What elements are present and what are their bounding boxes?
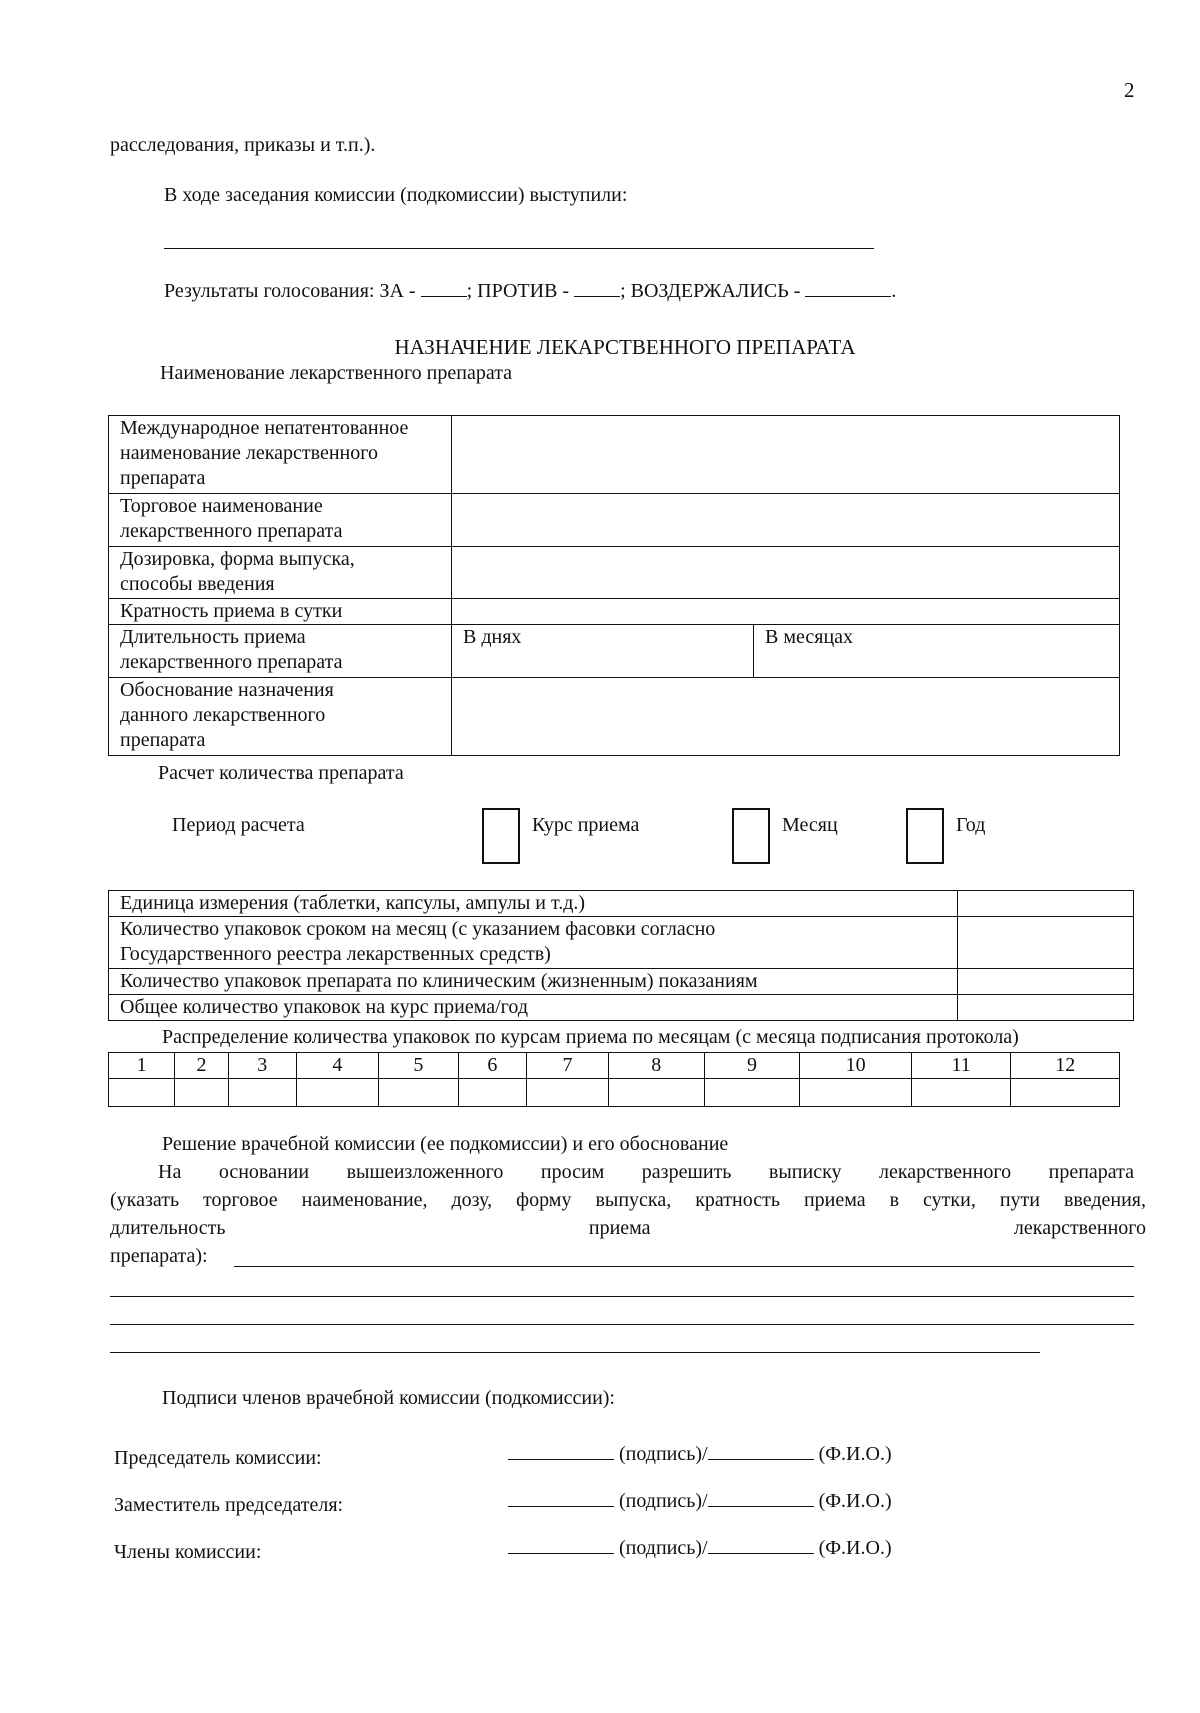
qty-row-monthly: Количество упаковок сроком на месяц (с указанием фасовки согласно Государственного реестра лекарственных средств)	[109, 917, 958, 969]
month-value-cell[interactable]	[378, 1079, 458, 1107]
month-option-label: Месяц	[782, 814, 838, 836]
justification-value-cell[interactable]	[452, 678, 1120, 756]
month-header-cell: 1	[109, 1053, 175, 1079]
chair-signature-field[interactable]	[508, 1443, 614, 1460]
qty-row-unit: Единица измерения (таблетки, капсулы, ампулы и т.д.)	[109, 891, 958, 917]
drug-table-row-dosage: Дозировка, форма выпуска, способы введения	[109, 547, 452, 599]
votes-against-field[interactable]	[574, 280, 620, 297]
month-value-cell[interactable]	[527, 1079, 609, 1107]
speakers-line[interactable]	[164, 248, 874, 249]
trade-name-value-cell[interactable]	[452, 494, 1120, 547]
voting-label: Результаты голосования: ЗА -	[164, 280, 416, 302]
drug-table-row-trade-name: Торговое наименование лекарственного препарата	[109, 494, 452, 547]
dosage-value-cell[interactable]	[452, 547, 1120, 599]
month-header-cell: 8	[608, 1053, 704, 1079]
chair-sign-label: (подпись)/	[619, 1443, 708, 1465]
quantity-table	[108, 890, 1134, 1021]
month-value-cell[interactable]	[458, 1079, 526, 1107]
month-value-cell[interactable]	[800, 1079, 911, 1107]
members-signature-row	[508, 1537, 892, 1560]
decision-input-line-2[interactable]	[110, 1296, 1134, 1297]
qty-unit-value-cell[interactable]	[958, 891, 1134, 917]
month-header-cell: 3	[228, 1053, 296, 1079]
drug-table-row-justification: Обоснование назначения данного лекарственного препарата	[109, 678, 452, 756]
deputy-signature-row	[508, 1490, 892, 1513]
decision-line-1: На основании вышеизложенного просим разрешить выписку лекарственного препарата	[158, 1161, 1134, 1183]
qty-clinical-value-cell[interactable]	[958, 969, 1134, 995]
section-title: НАЗНАЧЕНИЕ ЛЕКАРСТВЕННОГО ПРЕПАРАТА	[394, 335, 856, 359]
month-header-cell: 9	[704, 1053, 800, 1079]
month-value-cell[interactable]	[608, 1079, 704, 1107]
duration-months-cell[interactable]: В месяцах	[754, 625, 1120, 678]
members-fio-label: (Ф.И.О.)	[818, 1537, 892, 1559]
voting-abstain-label: ; ВОЗДЕРЖАЛИСЬ -	[620, 280, 801, 302]
chair-label: Председатель комиссии:	[114, 1447, 322, 1469]
frequency-value-cell[interactable]	[452, 599, 1120, 625]
speakers-label: В ходе заседания комиссии (подкомиссии) выступили:	[164, 184, 628, 206]
year-option-label: Год	[956, 814, 986, 836]
deputy-label: Заместитель председателя:	[114, 1494, 344, 1516]
deputy-signature-field[interactable]	[508, 1490, 614, 1507]
inn-value-cell[interactable]	[452, 416, 1120, 494]
chair-fio-field[interactable]	[708, 1443, 814, 1460]
signatures-label: Подписи членов врачебной комиссии (подкомиссии):	[162, 1387, 615, 1409]
deputy-fio-label: (Ф.И.О.)	[818, 1490, 892, 1512]
decision-line-3: длительность приема лекарственного	[110, 1217, 1146, 1239]
decision-input-line-3[interactable]	[110, 1324, 1134, 1325]
month-checkbox[interactable]	[732, 808, 770, 864]
month-value-cell[interactable]	[175, 1079, 228, 1107]
period-label: Период расчета	[172, 814, 305, 836]
course-checkbox[interactable]	[482, 808, 520, 864]
month-header-cell: 5	[378, 1053, 458, 1079]
month-header-cell: 12	[1011, 1053, 1120, 1079]
months-table	[108, 1052, 1120, 1107]
deputy-sign-label: (подпись)/	[619, 1490, 708, 1512]
month-value-cell[interactable]	[704, 1079, 800, 1107]
month-value-cell[interactable]	[109, 1079, 175, 1107]
duration-days-cell[interactable]: В днях	[452, 625, 754, 678]
decision-input-line-4[interactable]	[110, 1352, 1040, 1353]
month-header-cell: 10	[800, 1053, 911, 1079]
decision-input-line-1[interactable]	[234, 1266, 1134, 1267]
month-header-cell: 2	[175, 1053, 228, 1079]
month-value-cell[interactable]	[1011, 1079, 1120, 1107]
drug-table-row-duration: Длительность приема лекарственного препарата	[109, 625, 452, 678]
month-header-cell: 4	[296, 1053, 378, 1079]
voting-against-label: ; ПРОТИВ -	[466, 280, 570, 302]
month-header-cell: 11	[911, 1053, 1011, 1079]
votes-abstain-field[interactable]	[805, 280, 891, 297]
month-header-cell: 7	[527, 1053, 609, 1079]
qty-monthly-value-cell[interactable]	[958, 917, 1134, 969]
chair-signature-row	[508, 1443, 892, 1466]
decision-line-4: препарата):	[110, 1245, 208, 1267]
qty-row-clinical: Количество упаковок препарата по клиническим (жизненным) показаниям	[109, 969, 958, 995]
voting-row	[164, 280, 896, 303]
members-label: Члены комиссии:	[114, 1541, 262, 1563]
distribution-label: Распределение количества упаковок по курсам приема по месяцам (с месяца подписания протокола)	[162, 1026, 1019, 1048]
month-value-cell[interactable]	[296, 1079, 378, 1107]
qty-row-total: Общее количество упаковок на курс приема/год	[109, 995, 958, 1021]
decision-label: Решение врачебной комиссии (ее подкомиссии) и его обоснование	[162, 1133, 729, 1155]
month-value-cell[interactable]	[228, 1079, 296, 1107]
drug-table	[108, 415, 1120, 756]
top-text: расследования, приказы и т.п.).	[110, 134, 376, 156]
members-fio-field[interactable]	[708, 1537, 814, 1554]
voting-end: .	[891, 280, 897, 302]
month-value-cell[interactable]	[911, 1079, 1011, 1107]
chair-fio-label: (Ф.И.О.)	[818, 1443, 892, 1465]
decision-line-2: (указать торговое наименование, дозу, форму выпуска, кратность приема в сутки, пути введения,	[110, 1189, 1146, 1211]
members-signature-field[interactable]	[508, 1537, 614, 1554]
qty-total-value-cell[interactable]	[958, 995, 1134, 1021]
votes-for-field[interactable]	[421, 280, 467, 297]
drug-table-row-inn: Международное непатентованное наименование лекарственного препарата	[109, 416, 452, 494]
drug-name-label: Наименование лекарственного препарата	[160, 362, 513, 384]
deputy-fio-field[interactable]	[708, 1490, 814, 1507]
drug-table-row-frequency: Кратность приема в сутки	[109, 599, 452, 625]
members-sign-label: (подпись)/	[619, 1537, 708, 1559]
page-number: 2	[1124, 78, 1135, 102]
year-checkbox[interactable]	[906, 808, 944, 864]
calc-label: Расчет количества препарата	[158, 762, 404, 784]
month-header-cell: 6	[458, 1053, 526, 1079]
course-option-label: Курс приема	[532, 814, 640, 836]
